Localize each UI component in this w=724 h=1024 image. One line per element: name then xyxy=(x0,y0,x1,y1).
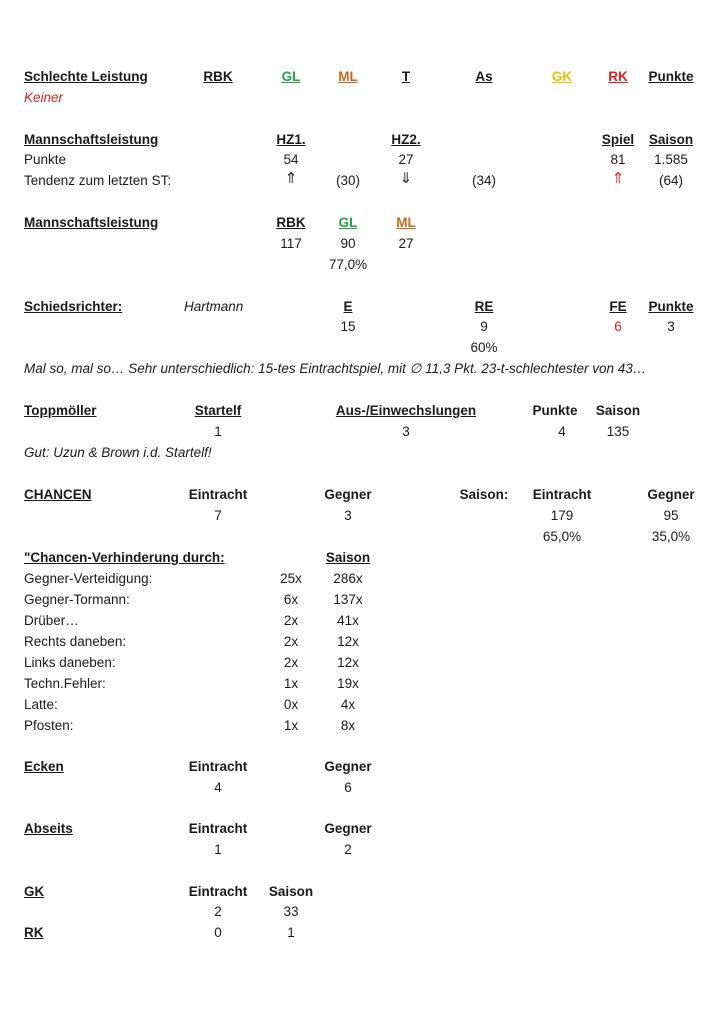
verhinderung-saison-label: Saison xyxy=(325,550,371,565)
schiedsrichter-title: Schiedsrichter: xyxy=(24,299,123,314)
verhinderung-row-label: Techn.Fehler: xyxy=(24,676,106,691)
ecken-gegner-label: Gegner xyxy=(324,759,372,774)
karten-eintracht-label: Eintracht xyxy=(188,884,248,899)
chancen-saison-eintracht-label: Eintracht xyxy=(532,487,592,502)
abseits-eintracht: 1 xyxy=(214,842,222,857)
chancen-saison-eintracht-pct: 65,0% xyxy=(542,529,582,544)
value-trainer-saison: 135 xyxy=(606,424,630,439)
verhinderung-row-saison: 137x xyxy=(333,592,363,607)
punkte-hz1: 54 xyxy=(283,152,299,167)
header-gl: GL xyxy=(281,69,301,84)
header-ml: ML xyxy=(338,69,358,84)
header-as: As xyxy=(475,69,493,84)
verhinderung-row-saison: 12x xyxy=(337,655,359,670)
gk-eintracht: 2 xyxy=(214,904,222,919)
value-wechsel: 3 xyxy=(402,424,410,439)
header-spiel: Spiel xyxy=(601,132,635,147)
trainer-comment: Gut: Uzun & Brown i.d. Startelf! xyxy=(24,445,212,460)
punkte-spiel: 81 xyxy=(610,152,626,167)
verhinderung-row-saison: 8x xyxy=(340,718,356,733)
header-hz1: HZ1. xyxy=(276,132,306,147)
abseits-title: Abseits xyxy=(24,821,73,836)
trainer-title: Toppmöller xyxy=(24,403,97,418)
value-startelf: 1 xyxy=(214,424,222,439)
chancen-saison-gegner: 95 xyxy=(663,508,679,523)
gk-label: GK xyxy=(24,884,45,899)
verhinderung-row-spiel: 2x xyxy=(283,634,299,649)
verhinderung-title: "Chancen-Verhinderung durch: xyxy=(24,550,225,565)
mannschaftsleistung2-title: Mannschaftsleistung xyxy=(24,215,159,230)
verhinderung-row-saison: 4x xyxy=(340,697,356,712)
tendenz-hz2-value: (34) xyxy=(471,173,497,188)
header-trainer-saison: Saison xyxy=(595,403,641,418)
value2-rbk: 117 xyxy=(280,236,302,251)
verhinderung-row-label: Links daneben: xyxy=(24,655,116,670)
value2-ml: 27 xyxy=(398,236,414,251)
tendenz-label: Tendenz zum letzten ST: xyxy=(24,173,172,188)
header-gk: GK xyxy=(551,69,573,84)
verhinderung-row-label: Latte: xyxy=(24,697,58,712)
chancen-title: CHANCEN xyxy=(24,487,92,502)
verhinderung-row-spiel: 6x xyxy=(283,592,299,607)
header-re: RE xyxy=(474,299,494,314)
punkte-label: Punkte xyxy=(24,152,67,167)
mannschaftsleistung-title: Mannschaftsleistung xyxy=(24,132,159,147)
chancen-saison-label: Saison: xyxy=(459,487,509,502)
ecken-gegner: 6 xyxy=(344,780,352,795)
karten-saison-label: Saison xyxy=(268,884,314,899)
verhinderung-row-spiel: 1x xyxy=(283,676,299,691)
gk-saison: 33 xyxy=(283,904,299,919)
verhinderung-row-spiel: 2x xyxy=(283,613,299,628)
value-trainer-punkte: 4 xyxy=(558,424,566,439)
ecken-eintracht-label: Eintracht xyxy=(188,759,248,774)
verhinderung-row-spiel: 2x xyxy=(283,655,299,670)
schiri-percent: 60% xyxy=(470,340,498,355)
arrow-up-red-icon: ⇑ xyxy=(611,170,625,187)
verhinderung-row-saison: 286x xyxy=(333,571,363,586)
rk-eintracht: 0 xyxy=(214,925,222,940)
header-rbk: RBK xyxy=(203,69,233,84)
verhinderung-row-label: Gegner-Verteidigung: xyxy=(24,571,153,586)
verhinderung-row-label: Drüber… xyxy=(24,613,79,628)
header-e: E xyxy=(343,299,353,314)
schiri-comment: Mal so, mal so… Sehr unterschiedlich: 15-tes Eintrachtspiel, mit ∅ 11,3 Pkt. 23-t-schlechtester von 43… xyxy=(24,361,647,376)
chancen-gegner-label: Gegner xyxy=(324,487,372,502)
abseits-gegner: 2 xyxy=(344,842,352,857)
arrow-down-icon: ⇓ xyxy=(399,170,413,187)
header-t: T xyxy=(401,69,411,84)
verhinderung-row-saison: 12x xyxy=(337,634,359,649)
header-wechsel: Aus-/Einwechslungen xyxy=(335,403,477,418)
rk-saison: 1 xyxy=(287,925,295,940)
header-fe: FE xyxy=(609,299,627,314)
value2-gl: 90 xyxy=(340,236,356,251)
schiedsrichter-name: Hartmann xyxy=(184,299,244,314)
abseits-eintracht-label: Eintracht xyxy=(188,821,248,836)
schlechte-leistung-value: Keiner xyxy=(24,90,64,105)
header-startelf: Startelf xyxy=(194,403,242,418)
chancen-saison-eintracht: 179 xyxy=(550,508,574,523)
punkte-hz2: 27 xyxy=(398,152,414,167)
ecken-eintracht: 4 xyxy=(214,780,222,795)
chancen-gegner: 3 xyxy=(344,508,352,523)
chancen-eintracht-label: Eintracht xyxy=(188,487,248,502)
header2-ml: ML xyxy=(396,215,416,230)
abseits-gegner-label: Gegner xyxy=(324,821,372,836)
verhinderung-row-spiel: 1x xyxy=(283,718,299,733)
value-e: 15 xyxy=(340,319,356,334)
schlechte-leistung-title: Schlechte Leistung xyxy=(24,69,148,84)
header-trainer-punkte: Punkte xyxy=(532,403,578,418)
verhinderung-row-spiel: 25x xyxy=(280,571,302,586)
chancen-eintracht: 7 xyxy=(214,508,222,523)
header-punkte: Punkte xyxy=(648,69,694,84)
tendenz-saison-value: (64) xyxy=(658,173,684,188)
value-re: 9 xyxy=(480,319,488,334)
ecken-title: Ecken xyxy=(24,759,64,774)
header-rk: RK xyxy=(608,69,628,84)
header2-rbk: RBK xyxy=(276,215,306,230)
rk-label: RK xyxy=(24,925,44,940)
value-fe: 6 xyxy=(614,319,622,334)
chancen-saison-gegner-pct: 35,0% xyxy=(651,529,691,544)
value2-percent: 77,0% xyxy=(328,257,368,272)
verhinderung-row-saison: 19x xyxy=(337,676,359,691)
tendenz-hz1-value: (30) xyxy=(335,173,361,188)
verhinderung-row-saison: 41x xyxy=(337,613,359,628)
punkte-saison: 1.585 xyxy=(654,152,688,167)
header-schiri-punkte: Punkte xyxy=(648,299,694,314)
verhinderung-row-spiel: 0x xyxy=(283,697,299,712)
header2-gl: GL xyxy=(338,215,358,230)
header-hz2: HZ2. xyxy=(391,132,421,147)
chancen-saison-gegner-label: Gegner xyxy=(647,487,695,502)
verhinderung-row-label: Pfosten: xyxy=(24,718,74,733)
verhinderung-row-label: Rechts daneben: xyxy=(24,634,127,649)
header-saison: Saison xyxy=(648,132,694,147)
verhinderung-row-label: Gegner-Tormann: xyxy=(24,592,130,607)
arrow-up-icon: ⇑ xyxy=(284,170,298,187)
value-schiri-punkte: 3 xyxy=(667,319,675,334)
